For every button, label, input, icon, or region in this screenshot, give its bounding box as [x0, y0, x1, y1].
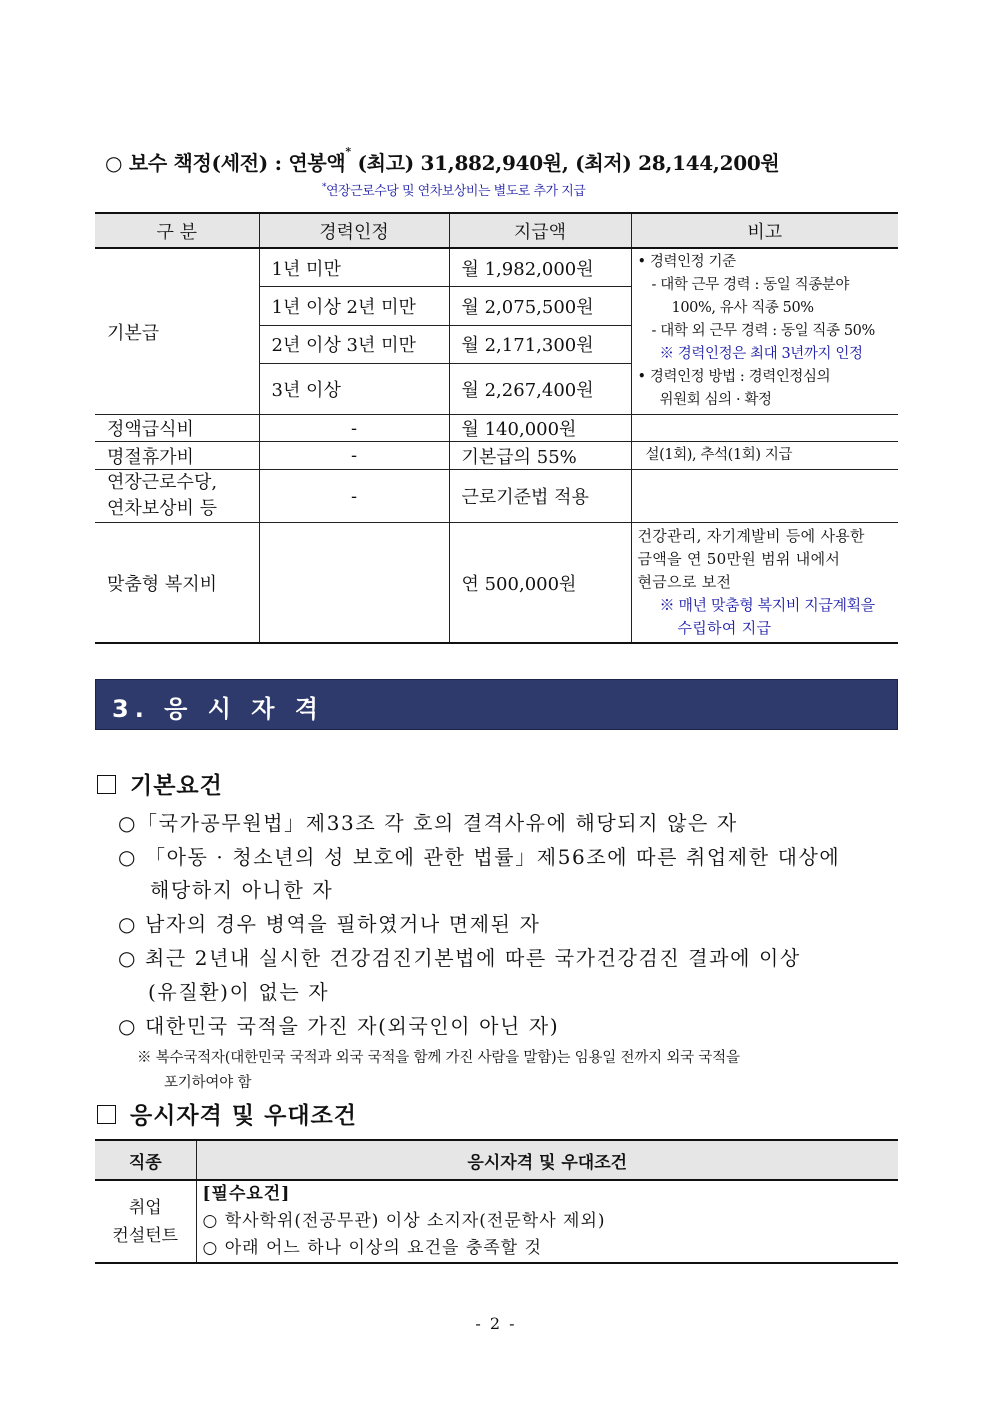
dual-citizenship-note-cont: 포기하여야 함 [164, 1075, 252, 1091]
header-amount: 지급액 [449, 213, 631, 248]
note-cell [631, 415, 898, 442]
amount-cell: 월 2,075,500원 [449, 287, 631, 326]
item-cell: 맞춤형 복지비 [95, 523, 259, 644]
header-category: 구 분 [95, 213, 259, 248]
career-cell: - [259, 415, 449, 442]
base-pay-label: 기본급 [95, 248, 259, 415]
career-cell [259, 523, 449, 644]
requirement-item: ○ 대한민국 국적을 가진 자(외국인이 아닌 자) [118, 1014, 560, 1038]
qualification-table-header [95, 1140, 898, 1180]
dual-citizenship-note: ※ 복수국적자(대한민국 국적과 외국 국적을 함께 가진 사람을 말함)는 임용일 전까지 외국 국적을 [137, 1050, 740, 1066]
salary-table-header [95, 213, 898, 248]
base-pay-note: • 경력인정 기준 - 대학 근무 경력 : 동일 직종분야 100%, 유사 직종 50% - 대학 외 근무 경력 : 동일 직종 50% ※ 경력인정은 최대 3년까지 인정 • 경력인정 방법 : 경력인정심의 위원회 심의 · 확정 [631, 248, 898, 415]
salary-footnote: *연장근로수당 및 연차보상비는 별도로 추가 지급 [322, 182, 586, 199]
requirement-item: ○ 남자의 경우 병역을 필하였거나 면제된 자 [118, 912, 541, 936]
amount-cell: 월 140,000원 [449, 415, 631, 442]
basic-requirements-heading: 기본요건 [97, 767, 223, 800]
square-bullet-icon [97, 775, 116, 794]
page-number: - 2 - [475, 1314, 517, 1333]
requirement-item: ○ 최근 2년내 실시한 건강검진기본법에 따른 국가건강검진 결과에 이상 [118, 946, 801, 970]
table-row [95, 1180, 898, 1263]
section-header-bar [95, 679, 898, 730]
career-cell: 3년 이상 [259, 364, 449, 415]
amount-cell: 기본급의 55% [449, 442, 631, 470]
square-bullet-icon [97, 1105, 116, 1124]
career-cell: 1년 미만 [259, 248, 449, 287]
qualification-table [95, 1139, 898, 1264]
amount-cell: 월 2,171,300원 [449, 325, 631, 364]
table-row [95, 248, 898, 287]
header-career: 경력인정 [259, 213, 449, 248]
requirement-item-cont: (유질환)이 없는 자 [148, 980, 330, 1004]
note-cell [631, 470, 898, 523]
table-row [95, 442, 898, 470]
header-job: 직종 [95, 1140, 196, 1180]
amount-cell: 월 2,267,400원 [449, 364, 631, 415]
table-row [95, 523, 898, 644]
item-cell: 연장근로수당, 연차보상비 등 [95, 470, 259, 523]
career-cell: 2년 이상 3년 미만 [259, 325, 449, 364]
amount-cell: 월 1,982,000원 [449, 248, 631, 287]
welfare-note: 건강관리, 자기계발비 등에 사용한 금액을 연 50만원 범위 내에서 현금으로 보전 ※ 매년 맞춤형 복지비 지급계획을 수립하여 지급 [631, 523, 898, 644]
amount-cell: 연 500,000원 [449, 523, 631, 644]
table-row [95, 470, 898, 523]
qualification-cell: [필수요건] ○ 학사학위(전공무관) 이상 소지자(전문학사 제외) ○ 아래 어느 하나 이상의 요건을 충족할 것 [196, 1180, 898, 1263]
note-cell: 설(1회), 추석(1회) 지급 [631, 442, 898, 470]
header-qualification: 응시자격 및 우대조건 [196, 1140, 898, 1180]
item-cell: 정액급식비 [95, 415, 259, 442]
requirement-item: ○「국가공무원법」제33조 각 호의 결격사유에 해당되지 않은 자 [118, 811, 738, 835]
requirement-item: ○ 「아동 · 청소년의 성 보호에 관한 법률」제56조에 따른 취업제한 대상에 [118, 845, 841, 869]
header-note: 비고 [631, 213, 898, 248]
career-cell: 1년 이상 2년 미만 [259, 287, 449, 326]
salary-heading: ○ 보수 책정(세전) : 연봉액* (최고) 31,882,940원, (최저) 28,144,200원 [105, 145, 780, 175]
item-cell: 명절휴가비 [95, 442, 259, 470]
career-cell: - [259, 470, 449, 523]
salary-table [95, 212, 898, 644]
amount-cell: 근로기준법 적용 [449, 470, 631, 523]
requirement-item-cont: 해당하지 아니한 자 [150, 878, 334, 902]
table-row [95, 415, 898, 442]
career-cell: - [259, 442, 449, 470]
job-cell: 취업 컨설턴트 [95, 1180, 196, 1263]
qualification-heading: 응시자격 및 우대조건 [97, 1097, 357, 1130]
section-title: 3. 응 시 자 격 [112, 695, 324, 723]
